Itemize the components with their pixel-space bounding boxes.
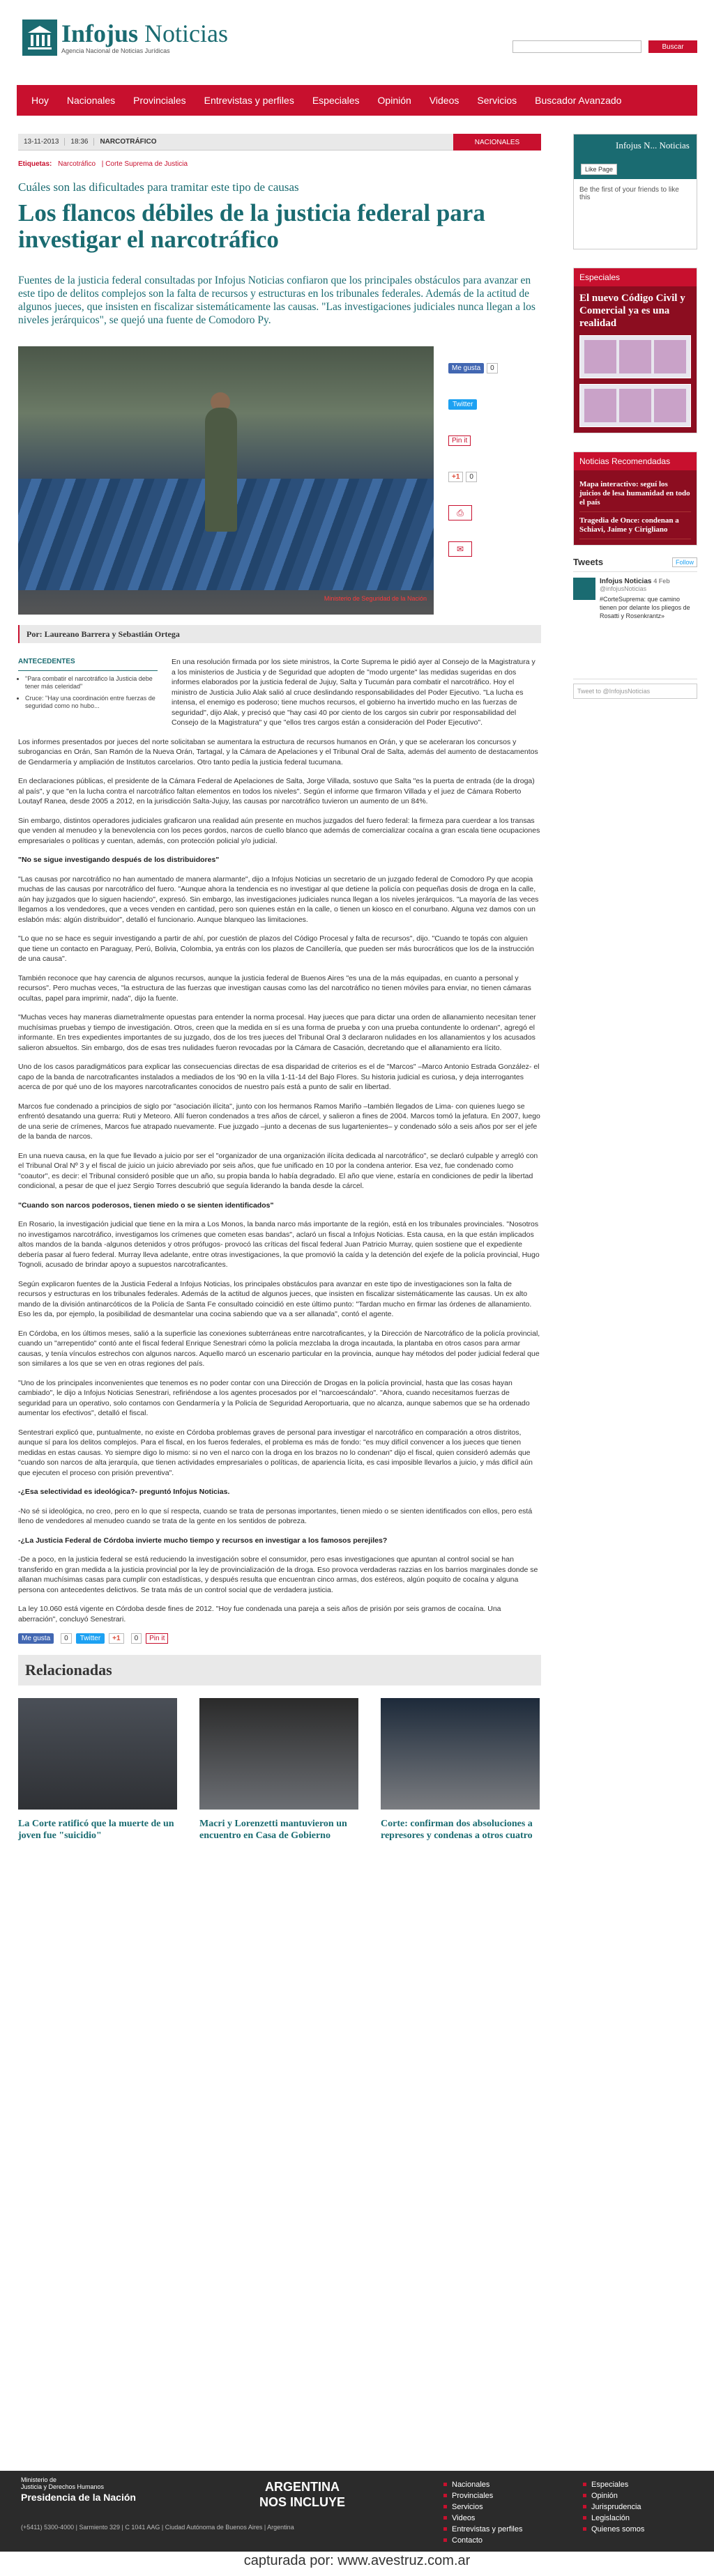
facebook-like-button[interactable]: Me gusta	[448, 363, 484, 373]
related-card[interactable]	[381, 1698, 540, 1842]
logo-word-infojus: Infojus	[61, 20, 139, 47]
paragraph: Según explicaron fuentes de la Justicia Federal a Infojus Noticias, los principales obstáculos para avanzar en este tipo de investigaciones son la falta de recursos y estructuras en los tribunales federales. Además de la actitud de algunos jueces, que insisten en fiscalizar sistemáticamente las causas. Un ex alto mando de la división antinarcóticos de la Policía de Santa Fe consultado coincidió en este último punto: "Tardan mucho en firmar las órdenes de allanamiento. Eso les da, por ejemplo, la posibilidad de desmantelar una cocina sabiendo que va a ser allanada", contó el agente.	[18, 1279, 532, 1318]
related-grid	[18, 1698, 541, 1842]
tag-link[interactable]: Narcotráfico	[58, 160, 96, 168]
pinterest-button[interactable]: Pin it	[146, 1633, 168, 1644]
especiales-title: Especiales	[574, 268, 697, 286]
related-card[interactable]	[18, 1698, 177, 1842]
nav-item-servicios[interactable]: Servicios	[477, 95, 517, 106]
avatar[interactable]	[573, 578, 595, 600]
footer-link[interactable]: Especiales	[583, 2479, 644, 2490]
subheading: "Cuando son narcos poderosos, tienen miedo o se sienten identificados"	[18, 1201, 274, 1210]
logo-emblem-icon	[22, 20, 57, 56]
paragraph: En una resolución firmada por los siete ministros, la Corte Suprema le pidió ayer al Consejo de la Magistratura y a los ministerios de Justicia y de Seguridad que adopten de "modo urgente" las medidas sugeridas en dos informes elaborados por la justicia federal de Jujuy, Salta y Tucumán para combatir el narcotráfico. Hoy el ministro de Justicia Julio Alak salió al cruce deslindando responsabilidades del Poder Ejecutivo. "La lucha es intensa, el enemigo es poderoso; tiene muchos recursos, el gobierno ha invertido mucho en las fuerzas de seguridad", dijo Alak, y precisó que "hay casi 40 por ciento de los cargos sin cubrir por responsabilidad del Consejo de la Magistratura" y que "ellos tres cargos están a consideración del Poder Ejecutivo".	[172, 658, 536, 727]
google-plus-count: 0	[131, 1633, 142, 1644]
photo-officer	[205, 408, 237, 532]
related-title[interactable]: Macri y Lorenzetti mantuvieron un encuentro en Casa de Gobierno	[199, 1819, 347, 1841]
section-badge[interactable]: NACIONALES	[453, 134, 541, 151]
article-section: NARCOTRÁFICO	[100, 138, 157, 146]
nav-item-hoy[interactable]: Hoy	[31, 95, 49, 106]
footer-link[interactable]: Legislación	[583, 2513, 644, 2524]
paragraph: Sentestrari explicó que, puntualmente, no existe en Córdoba problemas graves de personal para investigar el narcotráfico en comparación a otros distritos, aunque sí para los delitos complejos. Para el fiscal, en los fueros federales, el problema es más de fondo: "es muy difícil convencer a los jueces que tienen medidas en estas causas. Yo siempre digo lo mismo: si no ven el narco con la droga en los brazos no lo condenan" dijo el fiscal, quien consideró además que "cuando son narcos de alta jerarquía, que tienen actividades empresariales o políticas, de apariencia lícita, es casi imposible llevarlos a juicio, y más difícil aún que ejecuten el proceso con prisión preventiva".	[18, 1428, 533, 1477]
facebook-widget-text: Be the first of your friends to like this	[579, 186, 679, 201]
search-input[interactable]	[512, 40, 641, 53]
footer-link[interactable]: Provinciales	[443, 2490, 522, 2501]
article-byline: Por: Laureano Barrera y Sebastián Ortega	[18, 625, 541, 643]
interview-question: -¿Esa selectividad es ideológica?- preguntó Infojus Noticias.	[18, 1488, 230, 1496]
paragraph: -De a poco, en la justicia federal se está reduciendo la investigación sobre el consumidor, pero esas investigaciones que apuntan al control social se han transferido en gran medida a la justicia provincial por la ley de provincialización de la droga. Eso provoca verdaderas razzias en los barrios marginales donde se allanan muchísimas casas para cumplir con estadísticas, y después resulta que encuentran cinco armas, dos estéreos, algún poquito de cocaína y alguna persona con antecedentes delictivos. Se trata más de un control social que de verdadera justicia.	[18, 1555, 538, 1594]
ministry-line: Justicia y Derechos Humanos	[21, 2483, 105, 2490]
article-subtitle: Cuáles son las dificultades para tramitar este tipo de causas	[18, 180, 299, 194]
print-icon[interactable]: ⎙	[448, 505, 472, 520]
tweet-handle[interactable]: @infojusNoticias	[600, 585, 647, 592]
twitter-share-button[interactable]: Twitter	[448, 399, 477, 410]
email-icon[interactable]: ✉	[448, 541, 472, 557]
logo-word-noticias: Noticias	[144, 20, 229, 47]
ministry-line: Ministerio de	[21, 2476, 57, 2483]
article-meta-bar	[18, 134, 541, 151]
tweet	[573, 572, 697, 679]
footer-link[interactable]: Servicios	[443, 2501, 522, 2513]
related-image[interactable]	[381, 1698, 540, 1810]
footer-link[interactable]: Jurisprudencia	[583, 2501, 644, 2513]
article-title: Los flancos débiles de la justicia federal para investigar el narcotráfico	[18, 199, 485, 253]
paragraph: Los informes presentados por jueces del norte solicitaban se aumentara la estructura de recursos humanos en Orán, y que se aceleraran los concursos y subrogancias en Orán, San Ramón de la Nueva Orán, Tartagal, y la Cámara de Apelaciones y el Tribunal Oral de Salta, además del aumento de destacamentos de Gendarmería y ampliación de Institutos carcelarios. Otro tanto pedía la justicia federal tucumana.	[18, 737, 538, 766]
nav-item-entrevistas[interactable]: Entrevistas y perfiles	[204, 95, 294, 106]
footer-links	[583, 2479, 644, 2535]
especiales-headline[interactable]: El nuevo Código Civil y Comercial ya es una realidad	[579, 293, 685, 329]
tags: Etiquetas: Narcotráfico | Corte Suprema de Justicia	[18, 160, 188, 168]
nav-item-especiales[interactable]: Especiales	[312, 95, 360, 106]
tag-link[interactable]: Corte Suprema de Justicia	[105, 160, 188, 168]
argentina-line: NOS INCLUYE	[259, 2495, 346, 2509]
site-footer	[0, 2471, 714, 2552]
ministry-logo[interactable]	[21, 2476, 136, 2503]
especiales-box	[573, 268, 697, 433]
paragraph: "Uno de los principales inconvenientes que tenemos es no poder contar con una Dirección de Drogas en la policía provincial, hasta que las cosas hayan cambiado", le dijo a Infojus Noticias Senestrari, refiriéndose a los agentes procesados por el "narcoescándalo". "Ahora, cuando necesitamos fuerzas de seguridad para un operativo, solo contamos con Gendarmería y la Policía de Seguridad Aeroportuaria, que no alcanza, aunque sabemos que se ha ordenado aumentar los efectivos", detalló el fiscal.	[18, 1378, 530, 1417]
paragraph: Sin embargo, distintos operadores judiciales graficaron una realidad aún presente en muchos juzgados del fuero federal: la firmeza para cuerdear a los transas que venden al menudeo y la benevolencia con los peces gordos, narcos de cuello blanco que además de comercializar cocaína a gran escala tiene ocupaciones empresariales o políticas y cuentan, además, con protección policial y/o judicial.	[18, 816, 540, 845]
tweet-author[interactable]: Infojus Noticias	[600, 578, 652, 585]
recomendadas-title: Noticias Recomendadas	[574, 452, 697, 470]
bottom-share-bar	[18, 1633, 541, 1644]
facebook-widget-header[interactable]	[574, 134, 697, 179]
especiales-image[interactable]	[579, 335, 691, 378]
recomendada-link[interactable]: Mapa interactivo: seguí los juicios de lesa humanidad en todo el país	[579, 476, 691, 512]
nav-item-opinion[interactable]: Opinión	[377, 95, 411, 106]
paragraph: "Las causas por narcotráfico no han aumentado de manera alarmante", dijo a Infojus Noticias un secretario de un juzgado federal de Comodoro Py que acopia muchas de las causas por narcotráfico del fuero. "Aunque ahora la tendencia es no investigar al que detiene la policía con pequeñas dosis de droga en la calle, aún hay juzgados que lo siguen haciendo", expresó. Sin embargo, las investigaciones judiciales nunca llegan a los niveles jerárquicos. "La mayoría de las veces llegamos a los vendedores, que a veces venden en cantidad, pero son quienes están en la calle, o tienen un kiosco en el conurbano. Alguna vez damos con un eslabón más: algún distribuidor", detalló el funcionario. Aunque blanqueo las limitaciones.	[18, 874, 539, 924]
especiales-image[interactable]	[579, 384, 691, 427]
related-image[interactable]	[18, 1698, 177, 1810]
site-logo[interactable]	[22, 20, 228, 56]
paragraph: Uno de los casos paradigmáticos para explicar las consecuencias directas de esa disparidad de criterios es el de "Marcos" –Marco Antonio Estrada González- el capo de la banda de narcotraficantes instalados a mediados de los '90 en la villa 1-11-14 del Bajo Flores. Su historia judicial es curiosa, y deja interrogantes acerca de por qué uno de los mayores narcotraficantes conocidos de nuestro país está a punto de salir en libertad.	[18, 1063, 540, 1091]
google-plus-count: 0	[466, 472, 477, 482]
paragraph: También reconoce que hay carencia de algunos recursos, aunque la justicia federal de Buenos Aires "es una de la más equipadas, en cuanto a personal y recursos". Pero muchas veces, "la estructura de las fuerzas que investigan causas como las del narcotráfico no tienen móviles para enviar, no tienen cámaras ocultas, papel para imprimir, nada", dijo la fuente.	[18, 973, 531, 1003]
main-nav	[17, 85, 697, 116]
facebook-page-name[interactable]: Infojus N... Noticias	[616, 140, 690, 151]
footer-link[interactable]: Entrevistas y perfiles	[443, 2524, 522, 2535]
subheading: "No se sigue investigando después de los distribuidores"	[18, 856, 220, 864]
google-plus-button[interactable]: +1	[109, 1633, 123, 1644]
related-header: Relacionadas	[18, 1655, 541, 1686]
paragraph: En Córdoba, en los últimos meses, salió a la superficie las conexiones subterráneas entre narcotraficantes, y la Dirección de Narcotráfico de la policía provincial, cuando un "arrepentido" contó ante el fiscal federal Enrique Senestrari cómo la policía mezclaba la droga incautada, la plantaba en otros casos para armar causas, y tenía vínculos estrechos con algunos narcos. Aquello marcó un escenario particular en la provincia, aunque hay métodos del poder judicial federal que son similares a los que se ven en otras regiones del país.	[18, 1329, 540, 1368]
paragraph: La ley 10.060 está vigente en Córdoba desde fines de 2012. "Hoy fue condenada una pareja a seis años de prisión por seis gramos de cocaína. Una aberración", concluyó Senestrari.	[18, 1605, 501, 1624]
footer-address: (+5411) 5300-4000 | Sarmiento 329 | C 1041 AAG | Ciudad Autónoma de Buenos Aires | Argentina	[21, 2524, 294, 2531]
ministry-line: Presidencia de la Nación	[21, 2492, 136, 2503]
footer-link[interactable]: Opinión	[583, 2490, 644, 2501]
nav-item-buscador[interactable]: Buscador Avanzado	[535, 95, 622, 106]
paragraph: "Muchas veces hay maneras diametralmente opuestas para entender la norma procesal. Hay jueces que para dictar una orden de allanamiento necesitan tener muchísimas pruebas y tiempo de investigación. Otros, creen que la medida en sí es una forma de prueba y con una prueba contundente lo ordenan", agregó el informante. En tres expedientes importantes de su juzgado, dos de los tres jueces del Tribunal Oral 3 declararon nulidades en los allanamientos y los acusados salieron absueltos. Sin embargo, dos de esas tres nulidades fueron revocadas por la Cámara de Casación, decretando que el allanamiento era lícito.	[18, 1013, 536, 1052]
tweet-date: 4 Feb	[653, 578, 670, 585]
paragraph: En declaraciones públicas, el presidente de la Cámara Federal de Apelaciones de Salta, Jorge Villada, sostuvo que Salta "es la puerta de entrada (de la droga) al país", y que "en la lucha contra el narcotráfico faltan elementos en todos los niveles". Según el informe que firmaron Villada y el juez de Cámara Roberto Loutayf Ranea, desde 2005 a 2012, en la jurisdicción Salta-Jujuy, las causas por narcotráfico tuvieron un aumento de un 84%.	[18, 777, 535, 805]
tweet-text: #CorteSuprema: que camino tienen por delante los pliegos de Rosatti y Rosenkrantz»	[600, 596, 690, 619]
related-image[interactable]	[199, 1698, 358, 1810]
interview-question: -¿La Justicia Federal de Córdoba invierte mucho tiempo y recursos en investigar a los famosos perejiles?	[18, 1536, 388, 1545]
antecedente-link[interactable]: • Cruce: "Hay una coordinación entre fuerzas de seguridad como no hubo...	[25, 695, 158, 710]
antecedentes-box	[18, 657, 158, 710]
footer-links	[443, 2479, 522, 2546]
nav-item-nacionales[interactable]: Nacionales	[66, 95, 116, 106]
google-plus-button[interactable]: +1	[448, 472, 463, 482]
related-title[interactable]: Corte: confirman dos absoluciones a represores y condenas a otros cuatro	[381, 1819, 533, 1841]
argentina-line: ARGENTINA	[265, 2480, 340, 2494]
article-photo	[18, 346, 434, 615]
tweet-input[interactable]: Tweet to @InfojusNoticias	[573, 684, 697, 699]
article	[18, 134, 541, 1842]
facebook-widget	[573, 134, 697, 249]
search-button[interactable]: Buscar	[648, 40, 697, 53]
facebook-like-button[interactable]: Me gusta	[18, 1633, 54, 1644]
antecedente-link[interactable]: • "Para combatir el narcotráfico la Justicia debe tener más celeridad"	[25, 675, 158, 691]
photo-caption: Ministerio de Seguridad de la Nación	[324, 595, 427, 602]
sidebar	[573, 134, 697, 699]
search-form	[512, 40, 697, 53]
site-header	[17, 13, 697, 70]
paragraph: "Lo que no se hace es seguir investigando a partir de ahí, por cuestión de plazos del Código Procesal y falta de recursos", dijo. "Cuando te topás con alguien que tiene un contacto en Paraguay, Perú, Bolivia, Colombia, ya entrás con los plazos de Cancillería, que pueden ser más burocráticos que los de la instrucción de una causa".	[18, 934, 534, 963]
twitter-widget	[573, 557, 697, 699]
pinterest-button[interactable]: Pin it	[448, 435, 471, 446]
facebook-like-page-button[interactable]: Like Page	[581, 164, 617, 175]
argentina-logo	[259, 2479, 345, 2510]
related-card[interactable]	[199, 1698, 358, 1842]
facebook-like-count: 0	[487, 363, 498, 373]
footer-link[interactable]: Videos	[443, 2513, 522, 2524]
capture-credit: capturada por: www.avestruz.com.ar	[0, 2553, 714, 2576]
paragraph: Marcos fue condenado a principios de siglo por "asociación ilícita", junto con los hermanos Ramos Mariño –también llegados de Lima- con quienes luego se enfrentó desatando una guerra: Ruti y Meteoro. Allí fueron condenados a tres años de cárcel, y salieron a fines de 2004. Marcos tomó la jefatura. En 2007, luego de una serie de crímenes, Marcos fue atrapado nuevamente. Fue juzgado –junto a decenas de sus lugartenientes– y condenado sólo a seis años por ser el jefe de la banda de narcos.	[18, 1102, 540, 1141]
recomendadas-box	[573, 452, 697, 546]
footer-link[interactable]: Quienes somos	[583, 2524, 644, 2535]
twitter-share-button[interactable]: Twitter	[76, 1633, 105, 1644]
article-date: 13-11-2013	[18, 138, 65, 146]
paragraph: En Rosario, la investigación judicial que tiene en la mira a Los Monos, la banda narco más importante de la región, está en los tribunales provinciales. "Nosotros no investigamos narcotráfico, investigamos los crímenes que cometen esas bandas", aclaró un fiscal a Infojus Noticias. Esta causa, en la que están implicados altos mandos de la banda -algunos detenidos y otros prófugos- provocó las críticas del fiscal federal Juan Patricio Murray, quien sostiene que el expediente debería pasar al fuero federal. Murray lleva adelante, entre otras investigaciones, la que promovió la caída y la detención del exjefe de la policía provincial, Hugo Tognoli, acusado de brindar apoyo a supuestos narcotraficantes.	[18, 1220, 540, 1269]
related-title[interactable]: La Corte ratificó que la muerte de un joven fue "suicidio"	[18, 1819, 174, 1841]
recomendada-link[interactable]: Tragedia de Once: condenan a Schiavi, Jaime y Cirigliano	[579, 512, 691, 539]
tags-label: Etiquetas:	[18, 160, 52, 168]
paragraph: -No sé si ideológica, no creo, pero en lo que sí respecta, cuando se trata de personas importantes, tienen miedo o se sienten identificados con ellos, pero está lleno de vendedores al menudeo cuando se trata de la gente en los sentidos de pobreza.	[18, 1506, 533, 1525]
nav-item-provinciales[interactable]: Provinciales	[133, 95, 186, 106]
antecedentes-title: ANTECEDENTES	[18, 657, 158, 671]
logo-tagline: Agencia Nacional de Noticias Jurídicas	[61, 47, 170, 54]
facebook-like-count: 0	[61, 1633, 72, 1644]
article-lead: Fuentes de la justicia federal consultadas por Infojus Noticias confiaron que los principales obstáculos para avanzar en este tipo de delitos complejos son la falta de recursos y estructuras en los tribunales federales. Además de la actitud de algunos jueces, que insisten en fiscalizar sistemáticamente las causas. "Las investigaciones judiciales nunca llegan a los niveles jerárquicos", se quejó una fuente de Comodoro Py.	[18, 275, 536, 326]
nav-item-videos[interactable]: Videos	[429, 95, 459, 106]
footer-link[interactable]: Contacto	[443, 2535, 522, 2546]
twitter-follow-button[interactable]: Follow	[672, 557, 697, 567]
tweets-title: Tweets	[573, 557, 604, 567]
paragraph: En una nueva causa, en la que fue llevado a juicio por ser el "organizador de una organización ilícita dedicada al narcotráfico", se declaró culpable y arregló con el Tribunal Oral Nº 3 y el fiscal de juicio un juicio abreviado por seis años, que fue unificado en 10 por la condena anterior. Esa vez, fue condenado como "coautor", es decir: el Tribunal consideró posible que un año, su propia banda lo había degradado. El año que viene, estaría en condiciones de pedir la libertad condicional, a pesar de que el juez Sergio Torres descubrió que seguía liderando la banda desde la cárcel.	[18, 1151, 538, 1190]
footer-link[interactable]: Nacionales	[443, 2479, 522, 2490]
article-body	[18, 657, 541, 1624]
article-media	[18, 346, 541, 625]
share-column	[448, 359, 532, 576]
article-time: 18:36	[65, 138, 94, 146]
